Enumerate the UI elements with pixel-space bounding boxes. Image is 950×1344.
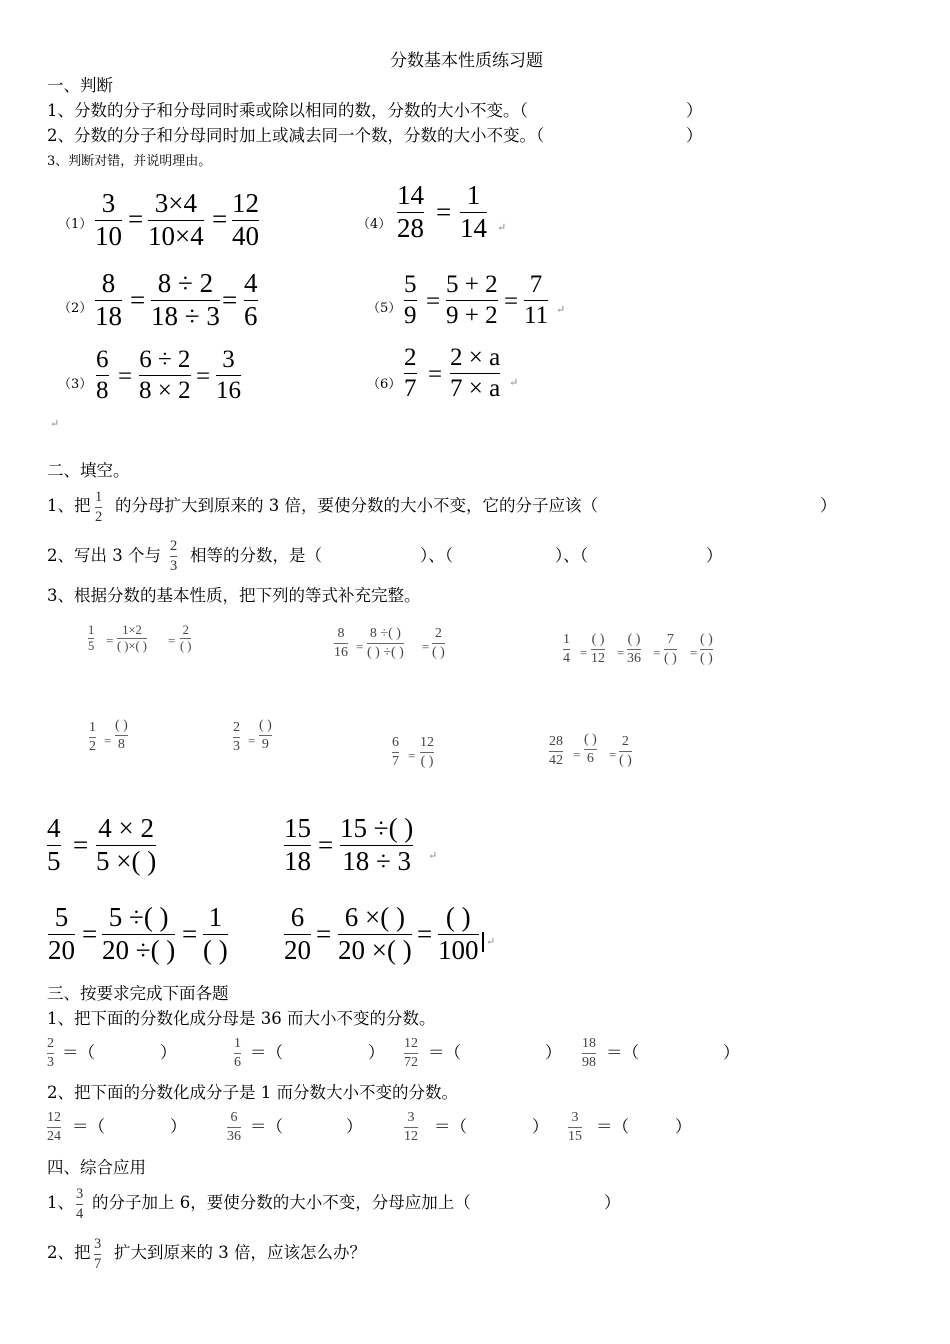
return-mark: ↵ — [556, 303, 566, 316]
equals-sign: = — [316, 919, 332, 949]
fraction: 7 ( ) — [664, 632, 677, 666]
s2-q1-close: ） — [820, 496, 837, 515]
item-label-2: （2） — [58, 301, 93, 316]
fraction: 12 40 — [232, 188, 259, 251]
fraction: 5 20 — [48, 902, 75, 965]
fraction: 1×2 ( )×( ) — [117, 623, 147, 653]
fraction: 4 5 — [47, 813, 61, 876]
fraction: 1 ( ) — [203, 902, 228, 965]
fraction: 15 18 — [284, 813, 311, 876]
fraction: ( ) 100 — [438, 902, 479, 965]
equals-sign: = — [356, 639, 364, 654]
fraction: 12 72 — [404, 1036, 418, 1070]
fraction: 18 98 — [582, 1036, 596, 1070]
equals-sign: = — [504, 288, 519, 315]
fraction: 2 3 — [233, 720, 240, 754]
equals-sign: = — [212, 204, 228, 234]
fraction: ( ) 8 — [115, 718, 128, 752]
fraction: 1 2 — [95, 489, 103, 525]
equals-sign: = — [118, 363, 133, 390]
fraction: 12 ( ) — [420, 735, 434, 769]
s4-q1-close: ） — [604, 1193, 621, 1212]
fraction: 8 16 — [334, 626, 348, 660]
fraction: 5 9 — [404, 271, 417, 329]
fraction: 2 ( ) — [180, 623, 192, 653]
s2-q2-close: ） — [706, 546, 723, 565]
s4-q2-prefix: 2、把 — [47, 1243, 91, 1262]
section-1-heading: 一、判断 — [47, 76, 113, 95]
fraction: 2 3 — [170, 538, 178, 574]
fraction: 3 10 — [95, 188, 122, 251]
fraction: 3 4 — [76, 1186, 84, 1222]
answer-blank-open: ＝（ — [250, 1117, 283, 1136]
equals-sign: = — [573, 747, 581, 762]
fraction: 8 18 — [95, 268, 122, 331]
answer-blank-open: ＝（ — [434, 1117, 467, 1136]
page-title: 分数基本性质练习题 — [390, 51, 543, 71]
equals-sign: = — [168, 633, 176, 648]
fraction: 1 5 — [88, 623, 95, 653]
s1-question-2: 2、分数的分子和分母同时加上或减去同一个数，分数的大小不变。（ — [47, 126, 545, 145]
return-mark: ↵ — [509, 376, 519, 389]
fraction: 15 ÷( ) 18 ÷ 3 — [340, 813, 414, 876]
return-mark: ↵ — [50, 417, 60, 430]
s3-question-1: 1、把下面的分数化成分母是 36 而大小不变的分数。 — [47, 1009, 436, 1028]
fraction: 2 3 — [47, 1036, 54, 1070]
answer-blank-close: ） — [532, 1117, 549, 1136]
s1-q2-close: ） — [686, 126, 703, 145]
item-label-6: （6） — [367, 377, 402, 392]
item-label-1: （1） — [58, 217, 93, 232]
answer-blank-close: ） — [545, 1043, 562, 1062]
section-3-heading: 三、按要求完成下面各题 — [47, 984, 229, 1003]
fraction: ( ) 36 — [627, 632, 641, 666]
answer-blank-open: ＝（ — [596, 1117, 629, 1136]
fraction: 6 20 — [284, 902, 311, 965]
fraction: 3 15 — [568, 1110, 582, 1144]
fraction: ( ) 12 — [591, 632, 605, 666]
equals-sign: = — [609, 747, 617, 762]
equals-sign: = — [436, 197, 452, 227]
answer-blank-close: ） — [170, 1117, 187, 1136]
fraction: 6 36 — [227, 1110, 241, 1144]
fraction: 6 8 — [96, 346, 109, 404]
equals-sign: = — [428, 361, 443, 388]
fraction: ( ) ( ) — [700, 632, 713, 666]
fraction: 12 24 — [47, 1110, 61, 1144]
equals-sign: = — [580, 645, 588, 660]
return-mark: ↵ — [486, 935, 496, 948]
section-4-heading: 四、综合应用 — [47, 1158, 146, 1177]
fraction: 1 14 — [460, 180, 487, 243]
s2-q2-sep-2: ）、（ — [555, 546, 588, 565]
s1-question-1: 1、分数的分子和分母同时乘或除以相同的数，分数的大小不变。（ — [47, 101, 528, 120]
answer-blank-close: ） — [675, 1117, 692, 1136]
s1-question-3: 3、判断对错，并说明理由。 — [47, 154, 212, 169]
equals-sign: = — [104, 733, 112, 748]
answer-blank-close: ） — [723, 1043, 740, 1062]
answer-blank-open: ＝（ — [72, 1117, 105, 1136]
s1-q1-close: ） — [686, 101, 703, 120]
fraction: 1 2 — [89, 720, 96, 754]
s4-q1-text: 的分子加上 6，要使分数的大小不变，分母应加上（ — [92, 1193, 471, 1212]
item-label-3: （3） — [58, 377, 93, 392]
equals-sign: = — [82, 919, 98, 949]
fraction: 5 ÷( ) 20 ÷( ) — [102, 902, 176, 965]
fraction: 3 16 — [216, 346, 241, 404]
fraction: 14 28 — [397, 180, 424, 243]
equals-sign: = — [248, 733, 256, 748]
item-label-4: （4） — [357, 217, 392, 232]
fraction: 4 × 2 5 ×( ) — [96, 813, 157, 876]
equals-sign: = — [408, 748, 416, 763]
s3-question-2: 2、把下面的分数化成分子是 1 而分数大小不变的分数。 — [47, 1083, 458, 1102]
answer-blank-open: ＝（ — [62, 1043, 95, 1062]
fraction: 3 7 — [94, 1236, 102, 1272]
fraction: 1 6 — [234, 1036, 241, 1070]
fraction: 4 6 — [244, 268, 258, 331]
equals-sign: = — [617, 645, 625, 660]
fraction: 3 12 — [404, 1110, 418, 1144]
text-cursor — [482, 932, 484, 952]
equals-sign: = — [222, 285, 238, 315]
fraction: 7 11 — [524, 271, 549, 329]
equals-sign: = — [106, 633, 114, 648]
fraction: 6 7 — [392, 735, 399, 769]
equals-sign: = — [196, 363, 211, 390]
equals-sign: = — [73, 830, 89, 860]
fraction: ( ) 9 — [259, 718, 272, 752]
return-mark: ↵ — [428, 849, 438, 862]
fraction: 2 ( ) — [432, 626, 445, 660]
s2-q2-sep-1: ）、（ — [420, 546, 453, 565]
fraction: 3×4 10×4 — [148, 188, 204, 251]
s4-q1-prefix: 1、 — [47, 1193, 74, 1212]
fraction: 8 ÷( ) ( ) ÷( ) — [367, 626, 404, 660]
answer-blank-close: ） — [160, 1043, 177, 1062]
fraction: 6 ÷ 2 8 × 2 — [139, 346, 191, 404]
s4-q2-text: 扩大到原来的 3 倍，应该怎么办？ — [114, 1243, 366, 1262]
section-2-heading: 二、填空。 — [47, 461, 130, 480]
fraction: 2 ( ) — [619, 734, 632, 768]
equals-sign: = — [128, 204, 144, 234]
equals-sign: = — [417, 919, 433, 949]
answer-blank-open: ＝（ — [606, 1043, 639, 1062]
fraction: ( ) 6 — [584, 732, 597, 766]
equals-sign: = — [426, 288, 441, 315]
s2-q2-text: 相等的分数，是（ — [190, 546, 322, 565]
return-mark: ↵ — [497, 221, 507, 234]
fraction: 6 ×( ) 20 ×( ) — [338, 902, 412, 965]
answer-blank-open: ＝（ — [428, 1043, 461, 1062]
answer-blank-close: ） — [346, 1117, 363, 1136]
answer-blank-open: ＝（ — [250, 1043, 283, 1062]
equals-sign: = — [422, 639, 430, 654]
fraction: 2 7 — [404, 344, 417, 402]
fraction: 5 + 2 9 + 2 — [446, 271, 498, 329]
answer-blank-close: ） — [368, 1043, 385, 1062]
fraction: 28 42 — [549, 734, 563, 768]
equals-sign: = — [690, 645, 698, 660]
s2-q2-prefix: 2、写出 3 个与 — [47, 546, 161, 565]
s2-question-3: 3、根据分数的基本性质，把下列的等式补充完整。 — [47, 586, 421, 605]
equals-sign: = — [182, 919, 198, 949]
equals-sign: = — [318, 830, 334, 860]
s2-q1-text: 的分母扩大到原来的 3 倍，要使分数的大小不变，它的分子应该（ — [115, 496, 598, 515]
item-label-5: （5） — [367, 301, 402, 316]
equals-sign: = — [653, 645, 661, 660]
fraction: 8 ÷ 2 18 ÷ 3 — [151, 268, 220, 331]
fraction: 1 4 — [563, 632, 570, 666]
equals-sign: = — [130, 285, 146, 315]
fraction: 2 × a 7 × a — [450, 344, 501, 402]
s2-q1-prefix: 1、把 — [47, 496, 91, 515]
